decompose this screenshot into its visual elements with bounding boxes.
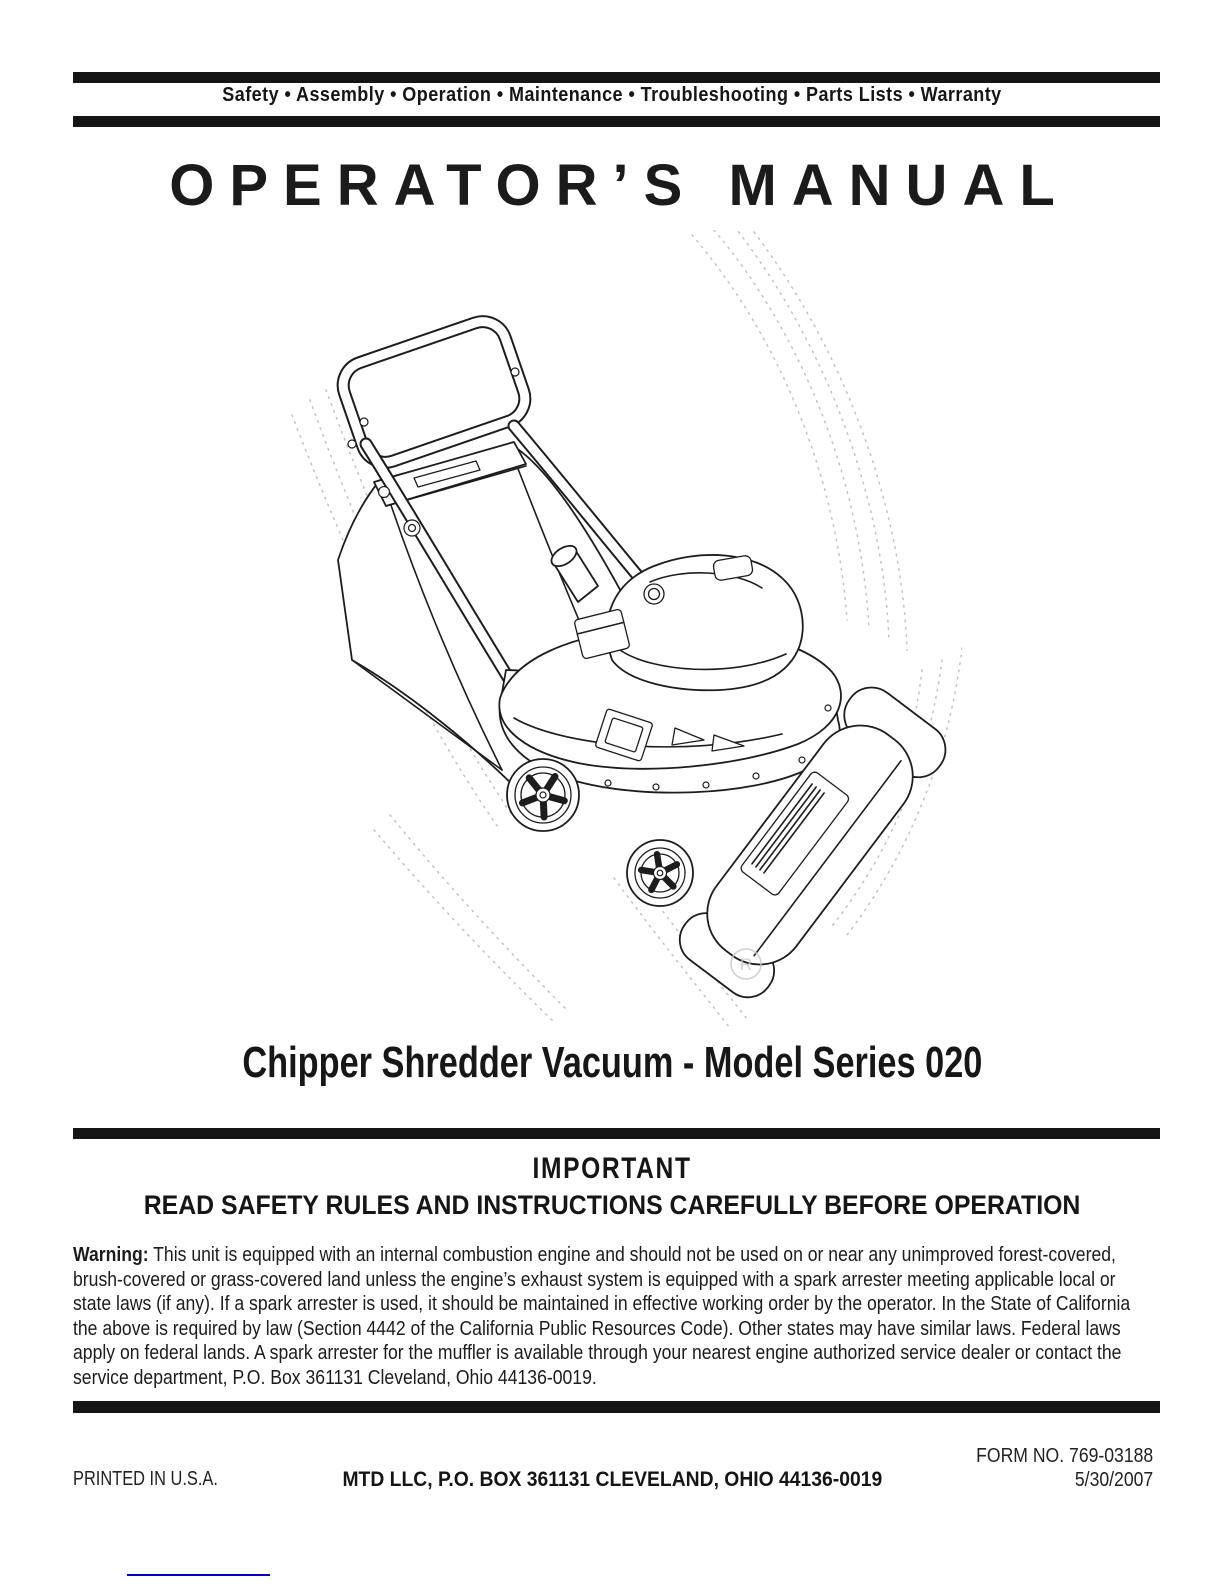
tagline-text: Safety • Assembly • Operation • Maintenance • Troubleshooting • Parts Lists • Warranty (222, 84, 1002, 106)
important-subheading: READ SAFETY RULES AND INSTRUCTIONS CAREFULLY BEFORE OPERATION (143, 1190, 1081, 1220)
wheel-front-left (507, 759, 579, 831)
top-rule-upper (73, 72, 1160, 83)
form-number-block (976, 1444, 1153, 1492)
tagline (0, 84, 1224, 107)
mid-rule (73, 1128, 1160, 1139)
machine-illustration (262, 230, 962, 1030)
svg-text:R: R (739, 955, 753, 974)
footer-link-underline[interactable] (127, 1574, 270, 1576)
model-caption (0, 1038, 1224, 1088)
form-date: 5/30/2007 (1074, 1469, 1153, 1491)
printed-in-usa: PRINTED IN U.S.A. (73, 1468, 218, 1490)
model-caption-text: Chipper Shredder Vacuum - Model Series 020 (241, 1038, 983, 1087)
bottom-rule (73, 1401, 1160, 1413)
warning-text: This unit is equipped with an internal combustion engine and should not be used on or near any unimproved forest-covered, brush-covered or grass-covered land unless the engine’s exhaust system is equipped with a spark arrester meeting applicable local or state laws (if any). If a spark arrester is used, it should be maintained in effective working order by the operator. In the State of California the above is required by law (Section 4442 of the California Public Resources Code). Other states may have similar laws. Federal laws apply on federal lands. A spark arrester for the muffler is available through your nearest engine authorized service dealer or contact the service department, P.O. Box 361131 Cleveland, Ohio 44136-0019. (73, 1244, 1131, 1389)
warning-label: Warning: (73, 1244, 149, 1266)
page-title: OPERATOR’S MANUAL (169, 153, 1070, 218)
company-address: MTD LLC, P.O. BOX 361131 CLEVELAND, OHIO 44136-0019 (342, 1468, 882, 1491)
warning-paragraph (73, 1243, 1157, 1390)
important-heading: IMPORTANT (532, 1152, 692, 1185)
wheel-front-center (627, 840, 693, 906)
top-rule-lower (73, 116, 1160, 127)
form-number: FORM NO. 769-03188 (975, 1445, 1153, 1467)
